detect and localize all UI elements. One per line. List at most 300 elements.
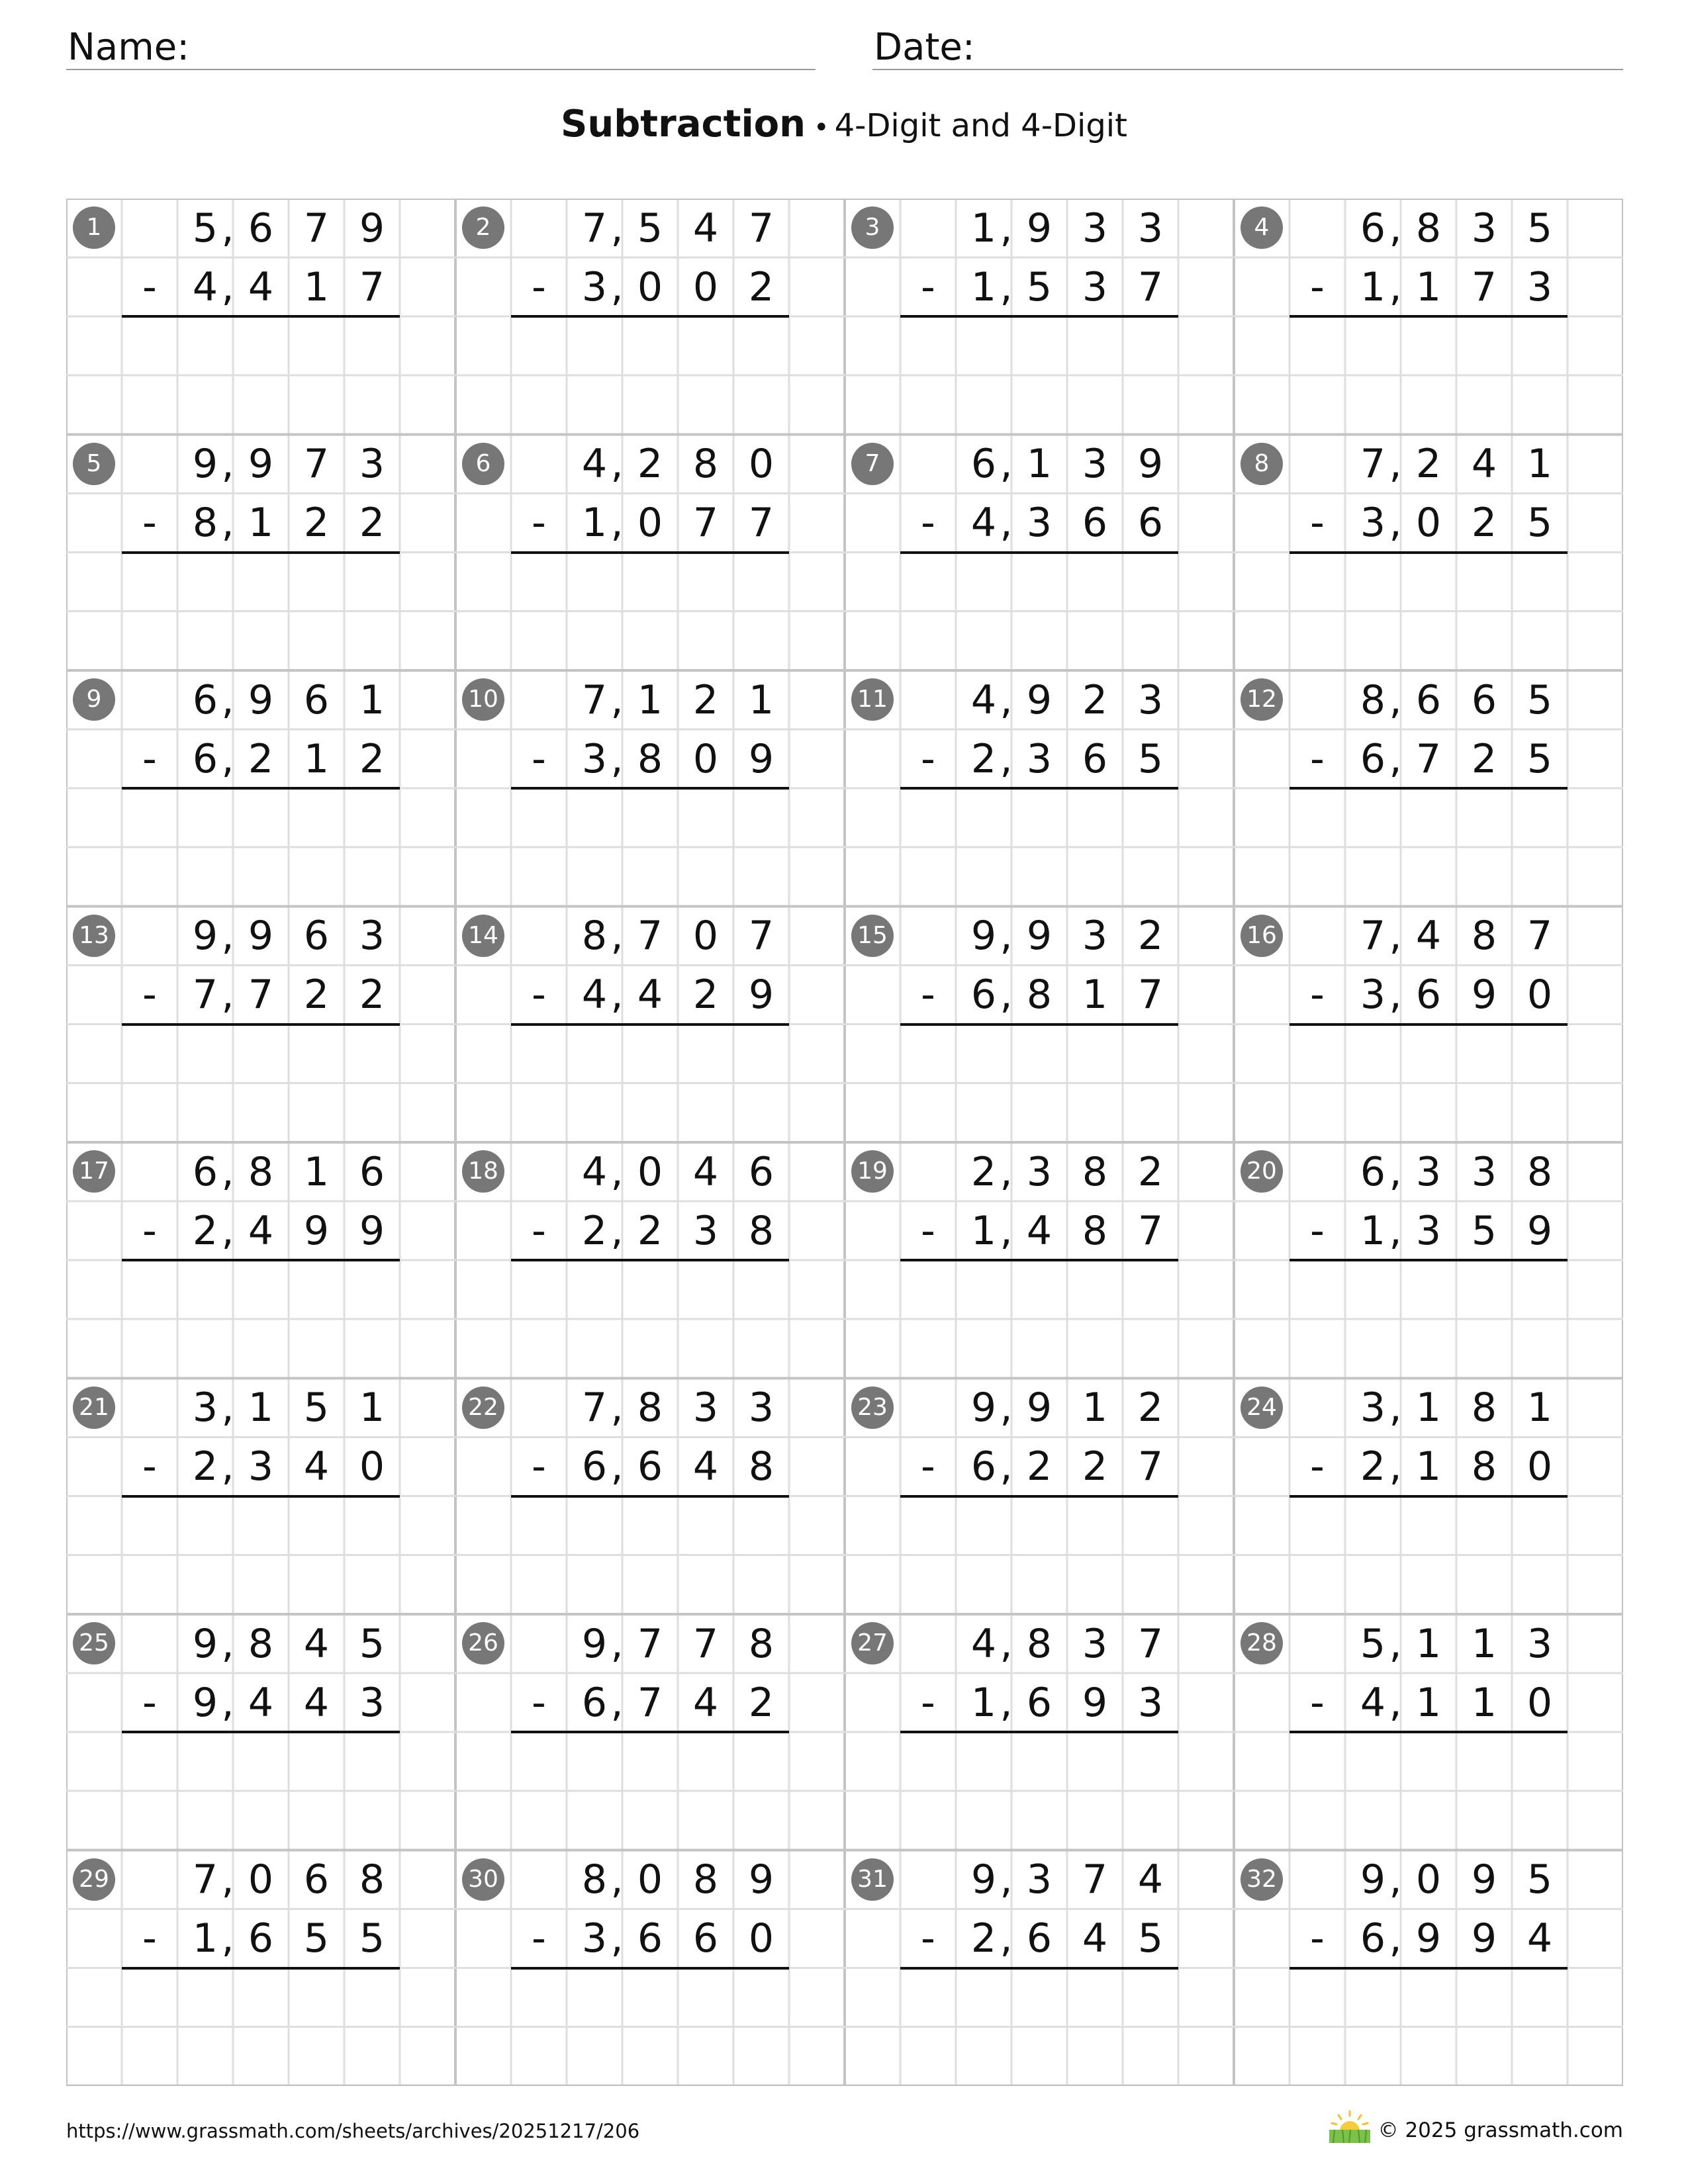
minuend-digit: 1 — [1082, 1385, 1108, 1431]
answer-rule — [1289, 1731, 1568, 1733]
minus-sign: - — [142, 972, 157, 1018]
answer-rule — [511, 787, 789, 790]
minuend-digit: 5 — [1526, 1856, 1553, 1903]
comma: , — [610, 205, 624, 251]
minuend-digit: 6 — [1360, 1148, 1386, 1195]
minuend-digit: 1 — [303, 1148, 330, 1195]
minuend-digit: 7 — [303, 205, 330, 251]
subtrahend-digit: 5 — [1526, 500, 1553, 546]
minuend-digit: 2 — [1137, 1148, 1164, 1195]
comma: , — [221, 1915, 234, 1962]
comma: , — [221, 263, 234, 310]
subtrahend-digit: 2 — [1471, 500, 1497, 546]
minuend-digit: 7 — [1360, 913, 1386, 959]
subtrahend-digit: 3 — [1360, 500, 1386, 546]
name-label: Name: — [68, 26, 190, 69]
minuend-digit: 9 — [192, 913, 218, 959]
comma: , — [1000, 1856, 1013, 1903]
subtrahend-digit: 9 — [748, 972, 774, 1018]
answer-rule — [1289, 1495, 1568, 1498]
answer-rule — [1289, 1023, 1568, 1026]
minuend-digit: 4 — [1137, 1856, 1164, 1903]
comma: , — [1389, 1385, 1402, 1431]
minuend-digit: 6 — [303, 1856, 330, 1903]
minuend-digit: 2 — [1082, 676, 1108, 723]
subtrahend-digit: 4 — [1360, 1679, 1386, 1726]
minuend-digit: 2 — [692, 676, 719, 723]
subtrahend-digit: 2 — [1360, 1443, 1386, 1490]
subtrahend-digit: 2 — [359, 735, 385, 782]
subtrahend-digit: 9 — [1082, 1679, 1108, 1726]
minus-sign: - — [532, 263, 546, 310]
subtrahend-digit: 1 — [1415, 1679, 1442, 1726]
minus-sign: - — [142, 1679, 157, 1726]
minuend-digit: 8 — [1360, 676, 1386, 723]
minuend-digit: 3 — [1082, 205, 1108, 251]
subtrahend-digit: 8 — [192, 500, 218, 546]
answer-rule — [511, 315, 789, 318]
footer-copyright: © 2025 grassmath.com — [1378, 2118, 1623, 2142]
subtrahend-digit: 3 — [1026, 735, 1053, 782]
problem-number-badge: 29 — [73, 1858, 115, 1901]
problem-number-badge: 9 — [73, 678, 115, 721]
sun-over-grass-icon — [1327, 2110, 1373, 2144]
subtrahend-digit: 4 — [303, 1443, 330, 1490]
minuend-digit: 3 — [1082, 1620, 1108, 1667]
minuend-digit: 3 — [692, 1385, 719, 1431]
subtrahend-digit: 9 — [1526, 1207, 1553, 1254]
subtrahend-digit: 6 — [581, 1443, 608, 1490]
problem-number-badge: 18 — [462, 1150, 504, 1193]
comma: , — [221, 735, 234, 782]
subtrahend-digit: 8 — [637, 735, 663, 782]
comma: , — [1000, 1915, 1013, 1962]
subtrahend-digit: 4 — [303, 1679, 330, 1726]
minus-sign: - — [1310, 1443, 1325, 1490]
comma: , — [1389, 263, 1402, 310]
minuend-digit: 3 — [1026, 1856, 1053, 1903]
comma: , — [610, 972, 624, 1018]
problem-number-badge: 31 — [851, 1858, 894, 1901]
minus-sign: - — [142, 1915, 157, 1962]
subtrahend-digit: 3 — [692, 1207, 719, 1254]
subtrahend-digit: 6 — [1082, 735, 1108, 782]
subtrahend-digit: 2 — [359, 500, 385, 546]
minuend-digit: 3 — [748, 1385, 774, 1431]
subtrahend-digit: 8 — [1026, 972, 1053, 1018]
subtrahend-digit: 6 — [1026, 1679, 1053, 1726]
subtrahend-digit: 5 — [1137, 735, 1164, 782]
minus-sign: - — [921, 972, 935, 1018]
minus-sign: - — [921, 735, 935, 782]
problem-number-badge: 24 — [1241, 1387, 1283, 1429]
subtrahend-digit: 4 — [581, 972, 608, 1018]
comma: , — [221, 441, 234, 487]
date-field[interactable] — [872, 24, 1623, 70]
comma: , — [221, 913, 234, 959]
subtrahend-digit: 1 — [303, 263, 330, 310]
minuend-digit: 9 — [359, 205, 385, 251]
subtrahend-digit: 2 — [637, 1207, 663, 1254]
subtrahend-digit: 0 — [1526, 1679, 1553, 1726]
problem-number-badge: 2 — [462, 206, 504, 249]
comma: , — [221, 500, 234, 546]
minuend-digit: 8 — [581, 913, 608, 959]
comma: , — [1000, 1148, 1013, 1195]
comma: , — [610, 1915, 624, 1962]
minus-sign: - — [532, 500, 546, 546]
subtrahend-digit: 9 — [1471, 1915, 1497, 1962]
subtrahend-digit: 3 — [1137, 1679, 1164, 1726]
minuend-digit: 8 — [1415, 205, 1442, 251]
minuend-digit: 3 — [1082, 441, 1108, 487]
subtrahend-digit: 7 — [1471, 263, 1497, 310]
subtrahend-digit: 1 — [303, 735, 330, 782]
footer-url: https://www.grassmath.com/sheets/archives/20251217/206 — [66, 2120, 640, 2142]
comma: , — [1000, 735, 1013, 782]
comma: , — [1000, 1385, 1013, 1431]
minuend-digit: 2 — [1137, 1385, 1164, 1431]
minuend-digit: 1 — [1526, 1385, 1553, 1431]
subtrahend-digit: 4 — [248, 263, 274, 310]
minuend-digit: 1 — [1471, 1620, 1497, 1667]
answer-rule — [511, 1967, 789, 1970]
minuend-digit: 7 — [637, 1620, 663, 1667]
minuend-digit: 1 — [748, 676, 774, 723]
minuend-digit: 7 — [1137, 1620, 1164, 1667]
minuend-digit: 7 — [1526, 913, 1553, 959]
comma: , — [1000, 263, 1013, 310]
minuend-digit: 4 — [581, 441, 608, 487]
name-field[interactable] — [66, 24, 816, 70]
minuend-digit: 8 — [1471, 913, 1497, 959]
minuend-digit: 3 — [1526, 1620, 1553, 1667]
problem-number-badge: 21 — [73, 1387, 115, 1429]
answer-rule — [900, 315, 1178, 318]
subtrahend-digit: 7 — [692, 500, 719, 546]
comma: , — [1000, 441, 1013, 487]
answer-rule — [122, 315, 400, 318]
minuend-digit: 0 — [637, 1148, 663, 1195]
comma: , — [610, 1207, 624, 1254]
minuend-digit: 6 — [970, 441, 997, 487]
minuend-digit: 3 — [1415, 1148, 1442, 1195]
answer-rule — [1289, 551, 1568, 554]
problem-number-badge: 22 — [462, 1387, 504, 1429]
comma: , — [1389, 913, 1402, 959]
subtrahend-digit: 7 — [359, 263, 385, 310]
problem-number-badge: 20 — [1241, 1150, 1283, 1193]
comma: , — [221, 1443, 234, 1490]
minuend-digit: 3 — [1471, 205, 1497, 251]
minuend-digit: 9 — [248, 676, 274, 723]
subtrahend-digit: 8 — [748, 1443, 774, 1490]
subtrahend-digit: 6 — [1360, 735, 1386, 782]
subtrahend-digit: 2 — [1082, 1443, 1108, 1490]
minuend-digit: 5 — [637, 205, 663, 251]
subtrahend-digit: 7 — [248, 972, 274, 1018]
minuend-digit: 1 — [359, 1385, 385, 1431]
answer-rule — [122, 1731, 400, 1733]
comma: , — [1389, 1148, 1402, 1195]
minuend-digit: 8 — [637, 1385, 663, 1431]
subtrahend-digit: 2 — [303, 500, 330, 546]
problem-number-badge: 28 — [1241, 1622, 1283, 1664]
minuend-digit: 9 — [248, 441, 274, 487]
minuend-digit: 1 — [1526, 441, 1553, 487]
subtrahend-digit: 2 — [970, 1915, 997, 1962]
minuend-digit: 9 — [970, 1856, 997, 1903]
minuend-digit: 9 — [1026, 913, 1053, 959]
answer-rule — [1289, 315, 1568, 318]
minus-sign: - — [142, 1443, 157, 1490]
title-main: Subtraction — [561, 103, 806, 146]
subtrahend-digit: 9 — [359, 1207, 385, 1254]
minuend-digit: 0 — [748, 441, 774, 487]
subtrahend-digit: 0 — [1526, 972, 1553, 1018]
subtrahend-digit: 7 — [1137, 1207, 1164, 1254]
problem-number-badge: 8 — [1241, 443, 1283, 485]
comma: , — [221, 205, 234, 251]
minuend-digit: 9 — [970, 913, 997, 959]
comma: , — [221, 1207, 234, 1254]
problem-number-badge: 16 — [1241, 915, 1283, 957]
minuend-digit: 7 — [581, 1385, 608, 1431]
comma: , — [1000, 1620, 1013, 1667]
answer-rule — [511, 1259, 789, 1261]
comma: , — [1000, 1207, 1013, 1254]
problem-number-badge: 14 — [462, 915, 504, 957]
subtrahend-digit: 3 — [1415, 1207, 1442, 1254]
subtrahend-digit: 6 — [1026, 1915, 1053, 1962]
answer-rule — [1289, 787, 1568, 790]
problem-grid — [66, 199, 1623, 2086]
comma: , — [221, 1620, 234, 1667]
comma: , — [1389, 1679, 1402, 1726]
minus-sign: - — [921, 263, 935, 310]
comma: , — [1389, 735, 1402, 782]
minus-sign: - — [1310, 1915, 1325, 1962]
minuend-digit: 9 — [970, 1385, 997, 1431]
subtrahend-digit: 6 — [192, 735, 218, 782]
subtrahend-digit: 4 — [248, 1207, 274, 1254]
subtrahend-digit: 3 — [1526, 263, 1553, 310]
minuend-digit: 4 — [581, 1148, 608, 1195]
minuend-digit: 1 — [359, 676, 385, 723]
minuend-digit: 9 — [1026, 205, 1053, 251]
subtrahend-digit: 2 — [192, 1443, 218, 1490]
minus-sign: - — [1310, 1679, 1325, 1726]
answer-rule — [511, 1731, 789, 1733]
subtrahend-digit: 2 — [192, 1207, 218, 1254]
subtrahend-digit: 2 — [303, 972, 330, 1018]
minuend-digit: 1 — [1415, 1385, 1442, 1431]
subtrahend-digit: 7 — [1415, 735, 1442, 782]
minuend-digit: 0 — [692, 913, 719, 959]
comma: , — [1389, 1856, 1402, 1903]
minuend-digit: 8 — [692, 441, 719, 487]
minus-sign: - — [921, 1207, 935, 1254]
answer-rule — [1289, 1259, 1568, 1261]
answer-rule — [900, 1495, 1178, 1498]
problem-number-badge: 19 — [851, 1150, 894, 1193]
subtrahend-digit: 4 — [248, 1679, 274, 1726]
problem-number-badge: 10 — [462, 678, 504, 721]
problem-number-badge: 5 — [73, 443, 115, 485]
minuend-digit: 4 — [1415, 913, 1442, 959]
subtrahend-digit: 1 — [581, 500, 608, 546]
minuend-digit: 3 — [1082, 913, 1108, 959]
answer-rule — [511, 551, 789, 554]
subtrahend-digit: 6 — [1360, 1915, 1386, 1962]
minuend-digit: 6 — [1471, 676, 1497, 723]
subtrahend-digit: 8 — [1471, 1443, 1497, 1490]
minuend-digit: 5 — [303, 1385, 330, 1431]
problem-number-badge: 6 — [462, 443, 504, 485]
answer-rule — [122, 551, 400, 554]
subtrahend-digit: 5 — [1526, 735, 1553, 782]
subtrahend-digit: 2 — [1471, 735, 1497, 782]
minuend-digit: 3 — [192, 1385, 218, 1431]
subtrahend-digit: 1 — [970, 263, 997, 310]
minuend-digit: 9 — [1026, 676, 1053, 723]
subtrahend-digit: 3 — [1360, 972, 1386, 1018]
comma: , — [1000, 205, 1013, 251]
subtrahend-digit: 2 — [248, 735, 274, 782]
subtrahend-digit: 0 — [1526, 1443, 1553, 1490]
subtrahend-digit: 0 — [692, 735, 719, 782]
subtrahend-digit: 0 — [637, 500, 663, 546]
comma: , — [610, 263, 624, 310]
comma: , — [610, 441, 624, 487]
subtrahend-digit: 7 — [748, 500, 774, 546]
subtrahend-digit: 3 — [581, 263, 608, 310]
subtrahend-digit: 1 — [970, 1207, 997, 1254]
minuend-digit: 8 — [248, 1620, 274, 1667]
minuend-digit: 9 — [748, 1856, 774, 1903]
answer-rule — [122, 787, 400, 790]
minuend-digit: 1 — [1415, 1620, 1442, 1667]
minuend-digit: 4 — [970, 1620, 997, 1667]
subtrahend-digit: 4 — [1526, 1915, 1553, 1962]
subtrahend-digit: 0 — [748, 1915, 774, 1962]
answer-rule — [900, 787, 1178, 790]
minus-sign: - — [532, 1915, 546, 1962]
subtrahend-digit: 5 — [1026, 263, 1053, 310]
subtrahend-digit: 4 — [192, 263, 218, 310]
subtrahend-digit: 1 — [1360, 1207, 1386, 1254]
subtrahend-digit: 8 — [1082, 1207, 1108, 1254]
comma: , — [610, 1148, 624, 1195]
minus-sign: - — [921, 1915, 935, 1962]
minus-sign: - — [142, 1207, 157, 1254]
subtrahend-digit: 6 — [970, 1443, 997, 1490]
subtrahend-digit: 7 — [1137, 1443, 1164, 1490]
minuend-digit: 7 — [581, 676, 608, 723]
answer-rule — [900, 551, 1178, 554]
minuend-digit: 1 — [248, 1385, 274, 1431]
minuend-digit: 2 — [1415, 441, 1442, 487]
minuend-digit: 6 — [192, 1148, 218, 1195]
minuend-digit: 9 — [1137, 441, 1164, 487]
comma: , — [610, 913, 624, 959]
comma: , — [1000, 1443, 1013, 1490]
subtrahend-digit: 4 — [637, 972, 663, 1018]
minuend-digit: 6 — [1360, 205, 1386, 251]
subtrahend-digit: 7 — [1137, 263, 1164, 310]
subtrahend-digit: 0 — [1415, 500, 1442, 546]
minuend-digit: 1 — [1026, 441, 1053, 487]
subtrahend-digit: 6 — [637, 1443, 663, 1490]
minuend-digit: 0 — [248, 1856, 274, 1903]
subtrahend-digit: 1 — [192, 1915, 218, 1962]
answer-rule — [511, 1495, 789, 1498]
minuend-digit: 5 — [359, 1620, 385, 1667]
minuend-digit: 2 — [970, 1148, 997, 1195]
minus-sign: - — [532, 1443, 546, 1490]
minuend-digit: 4 — [303, 1620, 330, 1667]
minus-sign: - — [1310, 972, 1325, 1018]
subtrahend-digit: 3 — [581, 1915, 608, 1962]
problem-number-badge: 4 — [1241, 206, 1283, 249]
minuend-digit: 5 — [1526, 676, 1553, 723]
subtrahend-digit: 3 — [581, 735, 608, 782]
date-label: Date: — [874, 26, 975, 69]
answer-rule — [511, 1023, 789, 1026]
subtrahend-digit: 9 — [192, 1679, 218, 1726]
subtrahend-digit: 1 — [1471, 1679, 1497, 1726]
minuend-digit: 3 — [1360, 1385, 1386, 1431]
minus-sign: - — [532, 972, 546, 1018]
subtrahend-digit: 6 — [970, 972, 997, 1018]
minus-sign: - — [921, 500, 935, 546]
subtrahend-digit: 6 — [1415, 972, 1442, 1018]
subtrahend-digit: 4 — [1082, 1915, 1108, 1962]
minuend-digit: 6 — [359, 1148, 385, 1195]
minuend-digit: 8 — [748, 1620, 774, 1667]
subtrahend-digit: 4 — [692, 1443, 719, 1490]
comma: , — [1389, 500, 1402, 546]
comma: , — [610, 1385, 624, 1431]
comma: , — [1000, 500, 1013, 546]
subtrahend-digit: 6 — [692, 1915, 719, 1962]
problem-number-badge: 3 — [851, 206, 894, 249]
minuend-digit: 0 — [1415, 1856, 1442, 1903]
comma: , — [1389, 676, 1402, 723]
title-bullet: • — [813, 113, 829, 143]
subtrahend-digit: 6 — [637, 1915, 663, 1962]
subtrahend-digit: 1 — [1415, 263, 1442, 310]
subtrahend-digit: 0 — [359, 1443, 385, 1490]
subtrahend-digit: 9 — [1471, 972, 1497, 1018]
minuend-digit: 8 — [1082, 1148, 1108, 1195]
comma: , — [1389, 1207, 1402, 1254]
subtrahend-digit: 7 — [192, 972, 218, 1018]
minuend-digit: 7 — [748, 205, 774, 251]
answer-rule — [122, 1967, 400, 1970]
minuend-digit: 7 — [692, 1620, 719, 1667]
answer-rule — [122, 1259, 400, 1261]
comma: , — [1389, 972, 1402, 1018]
subtrahend-digit: 1 — [1360, 263, 1386, 310]
comma: , — [610, 1620, 624, 1667]
minus-sign: - — [532, 1679, 546, 1726]
minuend-digit: 7 — [303, 441, 330, 487]
comma: , — [610, 1443, 624, 1490]
problem-number-badge: 30 — [462, 1858, 504, 1901]
subtrahend-digit: 2 — [359, 972, 385, 1018]
comma: , — [1389, 205, 1402, 251]
